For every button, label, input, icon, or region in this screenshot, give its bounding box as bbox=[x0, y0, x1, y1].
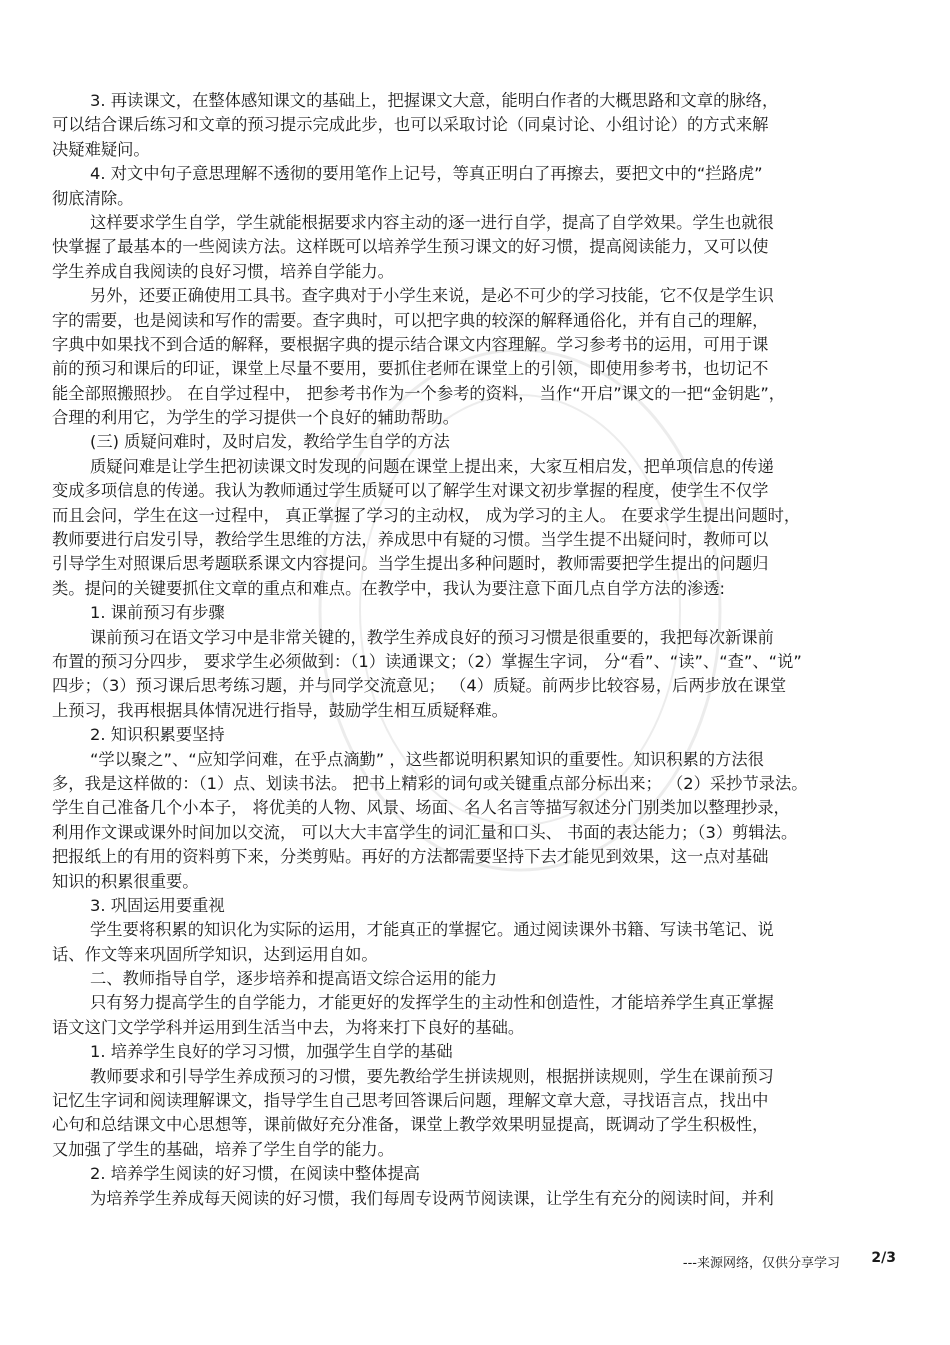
paragraph-line: 学生养成自我阅读的良好习惯，培养自学能力。 bbox=[52, 261, 394, 281]
paragraph-line: 合理的利用它，为学生的学习提供一个良好的辅助帮助。 bbox=[52, 408, 460, 428]
paragraph-line: 上预习，我再根据具体情况进行指导，鼓励学生相互质疑释难。 bbox=[52, 700, 508, 720]
paragraph-line: 可以结合课后练习和文章的预习提示完成此步，也可以采取讨论（同桌讨论、小组讨论）的方式来解 bbox=[52, 115, 769, 135]
paragraph-line: 变成多项信息的传递。我认为教师通过学生质疑可以了解学生对课文初步掌握的程度，使学生不仅学 bbox=[52, 481, 769, 501]
paragraph-line: 快掌握了最基本的一些阅读方法。这样既可以培养学生预习课文的好习惯，提高阅读能力，又可以使 bbox=[52, 237, 769, 257]
paragraph-line: 话、作文等来巩固所学知识，达到运用自如。 bbox=[52, 944, 378, 964]
page-footer bbox=[0, 1250, 950, 1274]
paragraph-line: 4. 对文中句子意思理解不透彻的要用笔作上记号，等真正明白了再擦去，要把文中的“拦路虎” bbox=[90, 164, 763, 184]
paragraph-line: 彻底清除。 bbox=[52, 188, 134, 208]
paragraph-line: 能全部照搬照抄。 在自学过程中， 把参考书作为一个参考的资料， 当作“开启”课文的一把“金钥匙”， bbox=[52, 383, 786, 403]
paragraph-line: 质疑问难是让学生把初读课文时发现的问题在课堂上提出来，大家互相启发，把单项信息的传递 bbox=[90, 456, 774, 476]
paragraph-line: 利用作文课或课外时间加以交流， 可以大大丰富学生的词汇量和口头、 书面的表达能力；（3）剪辑法。 bbox=[52, 822, 798, 842]
paragraph-line: 教师要求和引导学生养成预习的习惯，要先教给学生拼读规则，根据拼读规则，学生在课前预习 bbox=[90, 1066, 774, 1086]
paragraph-line: 四步；（3）预习课后思考练习题，并与同学交流意见； （4）质疑。前两步比较容易，后两步放在课堂 bbox=[52, 676, 787, 696]
paragraph-line: 知识的积累很重要。 bbox=[52, 871, 199, 891]
paragraph-line: 把报纸上的有用的资料剪下来，分类剪贴。再好的方法都需要坚持下去才能见到效果，这一点对基础 bbox=[52, 847, 769, 867]
paragraph-line: 心句和总结课文中心思想等，课前做好充分准备，课堂上教学效果明显提高，既调动了学生积极性， bbox=[52, 1115, 769, 1135]
paragraph-line: “学以聚之”、“应知学问难，在乎点滴勤” ，这些都说明积累知识的重要性。知识积累的方法很 bbox=[90, 749, 764, 769]
source-note: ---来源网络，仅供分享学习 bbox=[682, 1256, 840, 1271]
paragraph-line: 类。提问的关键要抓住文章的重点和难点。在教学中，我认为要注意下面几点自学方法的渗透: bbox=[52, 578, 726, 598]
paragraph-line: 3. 再读课文，在整体感知课文的基础上，把握课文大意，能明白作者的大概思路和文章的脉络， bbox=[90, 91, 779, 110]
document-body bbox=[52, 89, 902, 1211]
page-number: 2/3 bbox=[871, 1250, 896, 1266]
paragraph-line: 教师要进行启发引导，教给学生思维的方法，养成思中有疑的习惯。当学生提不出疑问时，教师可以 bbox=[52, 530, 769, 550]
paragraph-line: 课前预习在语文学习中是非常关键的，教学生养成良好的预习习惯是很重要的，我把每次新课前 bbox=[90, 627, 774, 647]
paragraph-line: 二、教师指导自学，逐步培养和提高语文综合运用的能力 bbox=[90, 969, 498, 989]
paragraph-line: 前的预习和课后的印证，课堂上尽量不要用，要抓住老师在课堂上的引领，即使用参考书，也切记不 bbox=[52, 359, 769, 379]
paragraph-line: 引导学生对照课后思考题联系课文内容提问。当学生提出多种问题时，教师需要把学生提出的问题归 bbox=[52, 554, 769, 574]
paragraph-line: 另外，还要正确使用工具书。查字典对于小学生来说，是必不可少的学习技能，它不仅是学生识 bbox=[90, 286, 774, 306]
paragraph-line: 字典中如果找不到合适的解释，要根据字典的提示结合课文内容理解。学习参考书的运用，可用于课 bbox=[52, 334, 769, 354]
paragraph-line: 3. 巩固运用要重视 bbox=[90, 895, 225, 915]
paragraph-line: 决疑难疑问。 bbox=[52, 139, 150, 159]
paragraph-line: 1. 培养学生良好的学习习惯，加强学生自学的基础 bbox=[90, 1042, 453, 1062]
paragraph-line: 布置的预习分四步， 要求学生必须做到：（1）读通课文；（2）掌握生字词， 分“看”、“读”、“查”、“说” bbox=[52, 651, 802, 671]
paragraph-line: 而且会问，学生在这一过程中， 真正掌握了学习的主动权， 成为学习的主人。 在要求学生提出问题时， bbox=[52, 505, 801, 525]
paragraph-line: 2. 培养学生阅读的好习惯，在阅读中整体提高 bbox=[90, 1164, 421, 1184]
paragraph-line: 2. 知识积累要坚持 bbox=[90, 725, 225, 745]
paragraph-line: 只有努力提高学生的自学能力，才能更好的发挥学生的主动性和创造性，才能培养学生真正掌握 bbox=[90, 993, 774, 1013]
paragraph-line: 多，我是这样做的：（1）点、划读书法。 把书上精彩的词句或关键重点部分标出来； （2）采抄节录法。 bbox=[52, 773, 808, 793]
paragraph-line: (三) 质疑问难时，及时启发，教给学生自学的方法 bbox=[90, 432, 450, 452]
paragraph-line: 为培养学生养成每天阅读的好习惯，我们每周专设两节阅读课，让学生有充分的阅读时间，并利 bbox=[90, 1188, 774, 1208]
paragraph-line: 又加强了学生的基础，培养了学生自学的能力。 bbox=[52, 1139, 394, 1159]
paragraph-line: 学生自己准备几个小本子， 将优美的人物、风景、场面、名人名言等描写叙述分门别类加以整理抄录， bbox=[52, 798, 790, 818]
paragraph-line: 记忆生字词和阅读理解课文，指导学生自己思考回答课后问题，理解文章大意，寻找语言点，找出中 bbox=[52, 1091, 769, 1111]
paragraph-line: 1. 课前预习有步骤 bbox=[90, 603, 225, 623]
paragraph-line: 字的需要，也是阅读和写作的需要。查字典时，可以把字典的较深的解释通俗化，并有自己的理解， bbox=[52, 310, 769, 330]
paragraph-line: 这样要求学生自学，学生就能根据要求内容主动的逐一进行自学，提高了自学效果。学生也就很 bbox=[90, 212, 774, 232]
paragraph-line: 学生要将积累的知识化为实际的运用，才能真正的掌握它。通过阅读课外书籍、写读书笔记、说 bbox=[90, 920, 774, 940]
paragraph-line: 语文这门文学学科并运用到生活当中去，为将来打下良好的基础。 bbox=[52, 1017, 525, 1037]
